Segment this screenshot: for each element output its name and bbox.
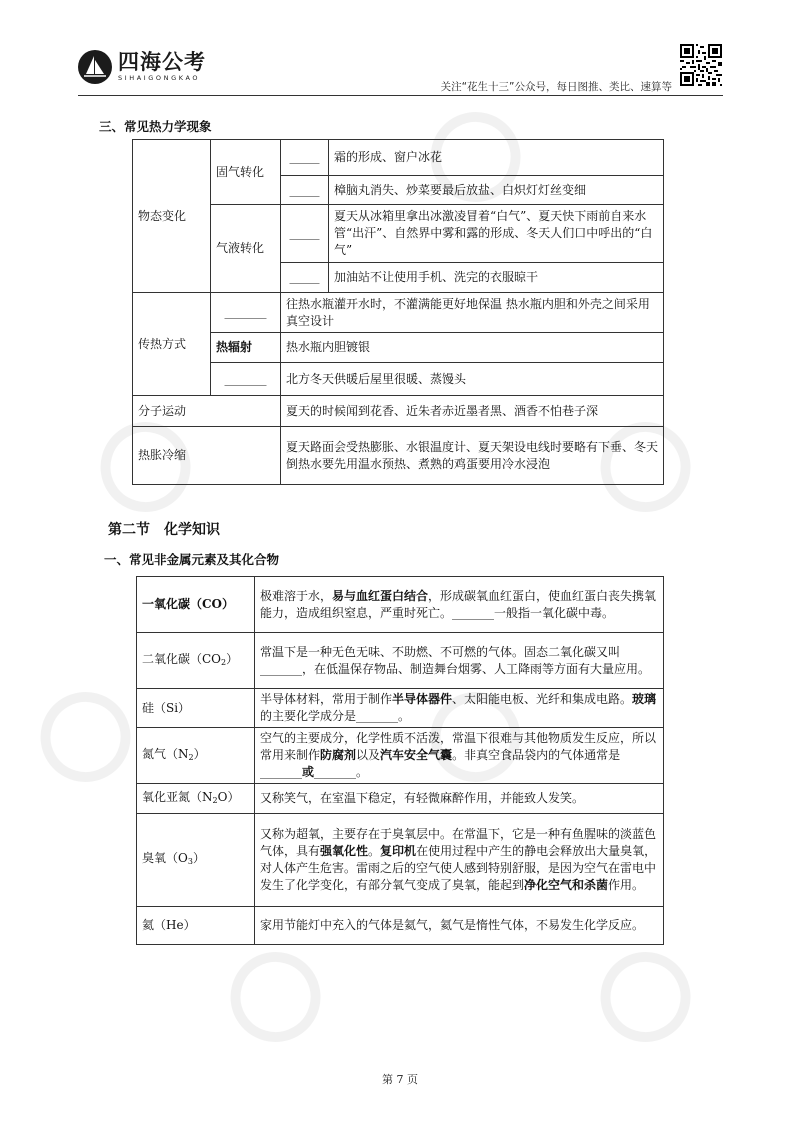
description-cell: 北方冬天供暖后屋里很暖、蒸馒头: [281, 363, 664, 396]
subcategory-cell: _______: [211, 363, 281, 396]
subcategory-cell: _______: [211, 293, 281, 333]
section-heading-chemistry: 第二节 化学知识: [108, 522, 220, 538]
brand-subtitle: SIHAIGONGKAO: [118, 74, 201, 82]
category-cell: 传热方式: [133, 293, 211, 396]
element-name-cell: 臭氧$(O_3)$: [137, 814, 255, 907]
section-title-thermal: 三、常见热力学现象: [99, 119, 212, 134]
description-cell: 加油站不让使用手机、洗完的衣服晾干: [329, 263, 664, 293]
description-cell: 家用节能灯中充入的气体是氦气，氦气是惰性气体，不易发生化学反应。: [255, 907, 664, 945]
page-header: [0, 0, 800, 100]
qr-code-icon: [680, 44, 722, 86]
description-cell: 又称为超氧，主要存在于臭氧层中。在常温下，它是一种有鱼腥味的淡蓝色气体，具有强氧化性。复印机在使用过程中产生的静电会释放出大量臭氧，对人体产生危害。雷雨之后的空气使人感到特别舒服，是因为空气在雷电中发生了化学变化，有部分氧气变成了臭氧，能起到净化空气和杀菌作用。: [255, 814, 664, 907]
table-row: [137, 577, 664, 633]
watermark: [214, 932, 344, 1059]
element-name-cell: 硅（Si）: [137, 689, 255, 728]
brand-name: 四海公考: [118, 50, 206, 74]
header-divider: [78, 95, 723, 96]
element-name-cell: 氦（He）: [137, 907, 255, 945]
description-cell: 空气的主要成分，化学性质不活泼，常温下很难与其他物质发生反应，所以常用来制作防腐剂以及汽车安全气囊。非真空食品袋内的气体通常是_______或_______。: [255, 728, 664, 784]
element-name-cell: 二氧化碳$(CO_2)$: [137, 633, 255, 689]
element-name-cell: 氧化亚氮$(N_2O)$: [137, 784, 255, 814]
description-cell: 夏天路面会受热膨胀、水银温度计、夏天架设电线时要略有下垂、冬天倒热水要先用温水预热、煮熟的鸡蛋要用冷水浸泡: [281, 427, 664, 485]
table-row: [137, 728, 664, 784]
table-row: [137, 907, 664, 945]
element-name-cell: 氮气$(N_2)$: [137, 728, 255, 784]
description-cell: 夏天从冰箱里拿出冰激凌冒着“白气”、夏天快下雨前自来水管“出汗”、自然界中雾和露的形成、冬天人们口中呼出的“白气”: [329, 205, 664, 263]
category-cell: 物态变化: [133, 140, 211, 293]
thermal-table: [132, 139, 664, 485]
sail-logo-icon: [78, 50, 112, 84]
blank-cell: _____: [281, 140, 329, 176]
subcategory-cell: 气液转化: [211, 205, 281, 293]
description-cell: 又称笑气，在室温下稳定，有轻微麻醉作用，并能致人发笑。: [255, 784, 664, 814]
description-cell: 夏天的时候闻到花香、近朱者赤近墨者黑、酒香不怕巷子深: [281, 396, 664, 427]
watermark: [24, 672, 154, 799]
table-row: [137, 784, 664, 814]
chemistry-table: [136, 576, 664, 945]
table-row: [133, 205, 664, 263]
table-row: [133, 293, 664, 333]
description-cell: 常温下是一种无色无味、不助燃、不可燃的气体。固态二氧化碳又叫_______，在低温保存物品、制造舞台烟雾、人工降雨等方面有大量应用。: [255, 633, 664, 689]
page-number: 第 7 页: [382, 1073, 418, 1086]
watermark: [584, 932, 714, 1059]
logo: [78, 50, 206, 84]
table-row: [137, 689, 664, 728]
table-row: [137, 814, 664, 907]
table-row: [137, 633, 664, 689]
description-cell: 极难溶于水，易与血红蛋白结合，形成碳氧血红蛋白，使血红蛋白丧失携氧能力，造成组织窒息，严重时死亡。_______一般指一氧化碳中毒。: [255, 577, 664, 633]
blank-cell: _____: [281, 205, 329, 263]
category-cell: 热胀冷缩: [133, 427, 281, 485]
element-name-cell: 一氧化碳（CO）: [137, 577, 255, 633]
description-cell: 半导体材料，常用于制作半导体器件、太阳能电板、光纤和集成电路。玻璃的主要化学成分是_______。: [255, 689, 664, 728]
table-row: [133, 427, 664, 485]
description-cell: 往热水瓶灌开水时，不灌满能更好地保温 热水瓶内胆和外壳之间采用真空设计: [281, 293, 664, 333]
table-row: [133, 363, 664, 396]
header-slogan: 关注“花生十三”公众号，每日图推、类比、速算等: [440, 81, 672, 93]
description-cell: 热水瓶内胆镀银: [281, 333, 664, 363]
subcategory-cell: 热辐射: [211, 333, 281, 363]
description-cell: 樟脑丸消失、炒菜要最后放盐、白炽灯灯丝变细: [329, 176, 664, 205]
table-row: [133, 333, 664, 363]
table-row: [133, 396, 664, 427]
blank-cell: _____: [281, 263, 329, 293]
section-title-nonmetal: 一、常见非金属元素及其化合物: [104, 552, 280, 567]
category-cell: 分子运动: [133, 396, 281, 427]
subcategory-cell: 固气转化: [211, 140, 281, 205]
description-cell: 霜的形成、窗户冰花: [329, 140, 664, 176]
blank-cell: _____: [281, 176, 329, 205]
table-row: [133, 140, 664, 176]
